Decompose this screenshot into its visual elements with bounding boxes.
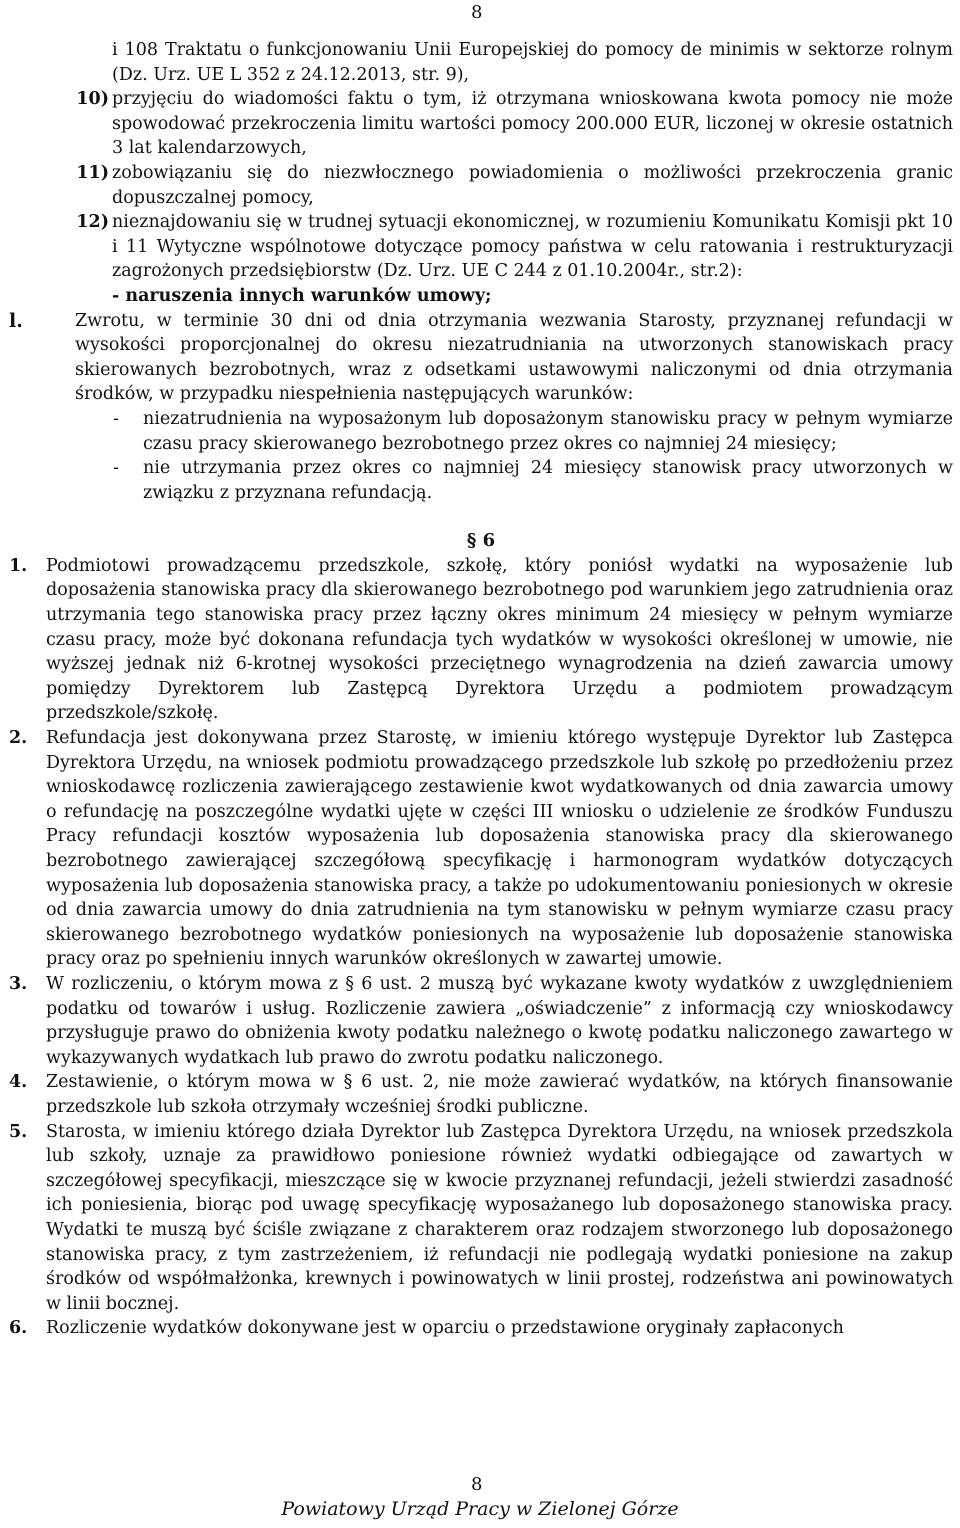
section-title: § 6 [466,530,496,552]
footer-title: Powiatowy Urząd Pracy w Zielonej Górze [281,1498,679,1520]
paragraph-text: W rozliczeniu, o którym mowa z § 6 ust. 2 muszą być wykazane kwoty wydatków z uwzględnieniem podatku od towarów i usług. Rozliczenie zawiera „oświadczenie” z informacją czy wnioskodawcy przysługuje prawo do obniżenia kwoty podatku należnego o kwotę podatku naliczonego zawartego w wykazywanych wydatkach lub prawo do zwrotu podatku naliczonego. [46,973,953,1068]
list-item [9,161,953,210]
dash-item: - nie utrzymania przez okres co najmniej 24 miesięcy stanowisk pracy utworzonych w związku z przyznana refundacją. [113,458,953,503]
list-item-text: zobowiązaniu się do niezwłocznego powiadomienia o możliwości przekroczenia granic dopuszczalnej pomocy, [112,162,953,208]
dash-item-text: niezatrudnienia na wyposażonym lub doposażonym stanowisku pracy w pełnym wymiarze czasu pracy skierowanego bezrobotnego przez okres co najmniej 24 miesięcy; [143,408,953,454]
paragraph-item [9,1120,953,1317]
paragraph-number: 1. [9,555,28,576]
paragraph-text: Refundacja jest dokonywana przez Starostę, w imieniu którego występuje Dyrektor lub Zastępca Dyrektora Urzędu, na wniosek podmiotu prowadzącego przedszkole lub szkołę po przedłożeniu przez wnioskodawcę rozliczenia zawierającego zestawienie kwot wydatkowanych od dnia zawarcia umowy o refundację na poszczególne wydatki ujęte w części III wniosku o udzielenie ze środków Funduszu Pracy refundacji kosztów wyposażenia lub doposażenia stanowiska pracy dla skierowanego bezrobotnego zawierającej szczegółową specyfikację i harmonogram wydatków dotyczących wyposażenia lub doposażenia stanowiska pracy, a także po udokumentowaniu poniesionych w okresie od dnia zawarcia umowy do dnia zatrudnienia na tym stanowisku w pełnym wymiarze czasu pracy skierowanego bezrobotnego wydatków poniesionych na wyposażenie lub doposażenie stanowiska pracy oraz po spełnieniu innych warunków określonych w zawartej umowie. [46,728,953,970]
letter-item-number: l. [9,309,23,332]
list-item-text: nieznajdowaniu się w trudnej sytuacji ekonomicznej, w rozumieniu Komunikatu Komisji pkt 10 i 11 Wytyczne wspólnotowe dotyczące pomocy państwa w celu ratowania i restrukturyzacji zagrożonych przedsiębiorstw (Dz. Urz. UE C 244 z 01.10.2004r., str.2): [112,212,953,282]
paragraph-text: Podmiotowi prowadzącemu przedszkole, szkołę, który poniósł wydatki na wyposażenie lub doposażenia stanowiska pracy dla skierowanego bezrobotnego pod warunkiem jego zatrudnienia oraz utrzymania tego stanowiska pracy przez łączny okres minimum 24 miesięcy w pełnym wymiarze czasu pracy, może być dokonana refundacja tych wydatków w wysokości określonej w umowie, nie wyższej jednak niż 6-krotnej wysokości przeciętnego wynagrodzenia na dzień zawarcia umowy pomiędzy Dyrektorem lub Zastępcą Dyrektora Urzędu a podmiotem prowadzącym przedszkole/szkołę. [46,555,953,724]
dash-item: - niezatrudnienia na wyposażonym lub doposażonym stanowisku pracy w pełnym wymiarze czasu pracy skierowanego bezrobotnego przez okres co najmniej 24 miesięcy; [113,408,953,454]
paragraph-number: 2. [9,728,28,749]
paragraph-item [9,726,953,972]
paragraph-number: 5. [9,1121,28,1142]
paragraph-text: Starosta, w imieniu którego działa Dyrektor lub Zastępca Dyrektora Urzędu, na wniosek przedszkola lub szkoły, uznaje za prawidłowo poniesione również wydatki odbiegające od zawartych w szczegółowej specyfikacji, mieszczące się w kwocie przyznanej refundacji, jeżeli stwierdzi zasadność ich poniesienia, biorąc pod uwagę specyfikację wyposażanego lub doposażonego stanowiska pracy. Wydatki te muszą być ściśle związane z charakterem oraz rodzajem stworzonego lub doposażonego stanowiska pracy, z tym zastrzeżeniem, iż refundacji nie podlegają wydatki poniesione na zakup środków od współmałżonka, krewnych i powinowatych w linii prostej, rodzeństwa ani powinowatych w linii bocznej. [46,1121,953,1314]
paragraph-number: 3. [9,973,28,994]
page-number-top: 8 [471,2,483,23]
paragraph-item [9,972,953,1070]
document-body [9,38,953,1341]
list-item [9,87,953,161]
violation-line: - naruszenia innych warunków umowy; [112,285,492,306]
page-number-footer: 8 [471,1474,483,1495]
item-9-continuation: i 108 Traktatu o funkcjonowaniu Unii Europejskiej do pomocy de minimis w sektorze rolnym (Dz. Urz. UE L 352 z 24.12.2013, str. 9), [112,40,953,85]
paragraph-item [9,1316,953,1341]
paragraph-number: 6. [9,1318,28,1339]
letter-item-l [9,309,953,407]
paragraph-text: Rozliczenie wydatków dokonywane jest w oparciu o przedstawione oryginały zapłaconych [46,1318,844,1339]
letter-item-text: Zwrotu, w terminie 30 dni od dnia otrzymania wezwania Starosty, przyznanej refundacji w wysokości proporcjonalnej do okresu niezatrudniania na utworzonych stanowiskach pracy skierowanych bezrobotnych, wraz z odsetkami ustawowymi naliczonymi od dnia otrzymania środków, w przypadku niespełnienia następujących warunków: [75,310,953,405]
list-item [9,210,953,284]
paragraph-number: 4. [9,1072,28,1093]
list-item-number: 11) [76,162,109,183]
list-item-text: przyjęciu do wiadomości faktu o tym, iż otrzymana wnioskowana kwota pomocy nie może spowodować przekroczenia limitu wartości pomocy 200.000 EUR, liczonej w okresie ostatnich 3 lat kalendarzowych, [112,89,953,159]
paragraph-item [9,554,953,726]
paragraph-text: Zestawienie, o którym mowa w § 6 ust. 2, nie może zawierać wydatków, na których finansowanie przedszkole lub szkoła otrzymały wcześniej środki publiczne. [46,1072,953,1117]
list-item-number: 12) [76,212,109,233]
dash-item-text: nie utrzymania przez okres co najmniej 24 miesięcy stanowisk pracy utworzonych w związku z przyznana refundacją. [143,458,953,503]
list-item-number: 10) [76,89,109,110]
paragraph-item [9,1070,953,1119]
